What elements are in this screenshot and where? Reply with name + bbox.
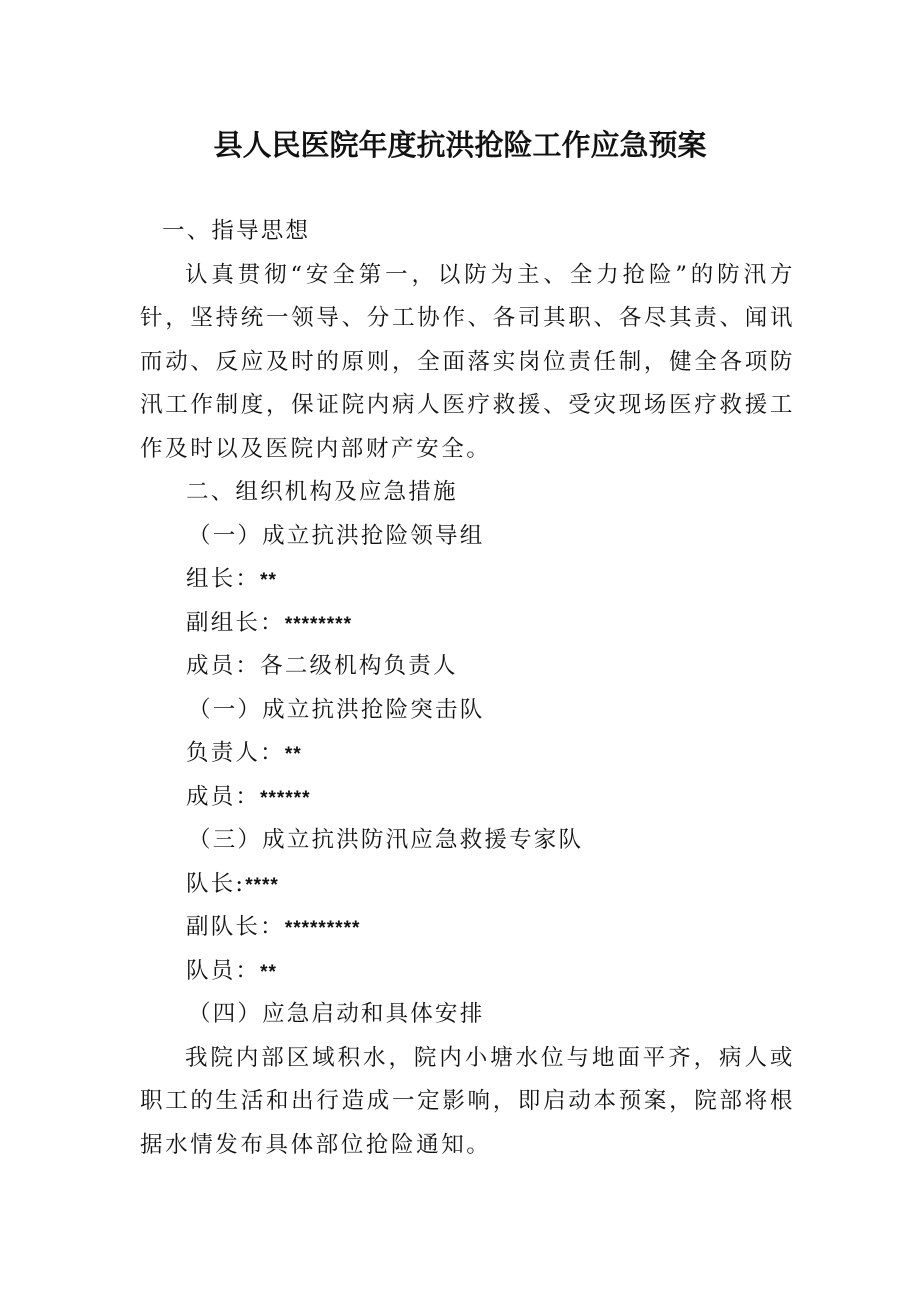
expert-members-label: 队员： xyxy=(186,957,261,984)
expert-members-line xyxy=(140,950,795,994)
expert-deputy-value: ********* xyxy=(284,918,361,939)
document-title: 县人民医院年度抗洪抢险工作应急预案 xyxy=(213,128,707,162)
expert-leader-label: 队长: xyxy=(186,870,246,897)
deputy-leader-line xyxy=(140,602,795,646)
members-line: 成员：各二级机构负责人 xyxy=(186,653,458,679)
subsection-1-heading: （一）成立抗洪抢险领导组 xyxy=(188,522,485,549)
expert-leader-value: **** xyxy=(245,874,279,896)
commando-leader-value: ** xyxy=(284,744,302,765)
commando-members-label: 成员： xyxy=(186,783,261,810)
deputy-leader-value: ******** xyxy=(284,613,352,635)
section-2-heading: 二、组织机构及应急措施 xyxy=(186,479,458,505)
commando-leader-line xyxy=(140,732,795,776)
commando-leader-label: 负责人： xyxy=(186,740,285,766)
expert-deputy-line xyxy=(140,906,795,950)
section-1-heading: 一、指导思想 xyxy=(162,218,311,244)
document-body xyxy=(140,210,795,1167)
expert-deputy-label: 副队长： xyxy=(186,914,285,940)
leader-value: ** xyxy=(260,570,277,591)
deputy-leader-label: 副组长： xyxy=(186,609,285,636)
subsection-3-heading: （三）成立抗洪防汛应急救援专家队 xyxy=(188,827,584,853)
expert-leader-line xyxy=(140,863,795,907)
subsection-4-heading: （四）应急启动和具体安排 xyxy=(188,1001,485,1027)
subsection-2-heading: （一）成立抗洪抢险突击队 xyxy=(188,696,485,723)
commando-members-value: ****** xyxy=(260,787,311,809)
expert-members-value: ** xyxy=(260,961,277,983)
section-1-paragraph: 认真贯彻“安全第一，以防为主、全力抢险”的防汛方针，坚持统一领导、分工协作、各司其职、各尽其责、闻讯而动、反应及时的原则，全面落实岗位责任制，健全各项防汛工作制度，保证院内病人医疗救援、受灾现场医疗救援工作及时以及医院内部财产安全。 xyxy=(140,261,795,462)
leader-line xyxy=(140,558,795,602)
leader-label: 组长： xyxy=(186,566,261,592)
subsection-4-paragraph: 我院内部区域积水，院内小塘水位与地面平齐，病人或职工的生活和出行造成一定影响，即启动本预案，院部将根据水情发布具体部位抢险通知。 xyxy=(140,1044,795,1158)
commando-members-line xyxy=(140,776,795,820)
